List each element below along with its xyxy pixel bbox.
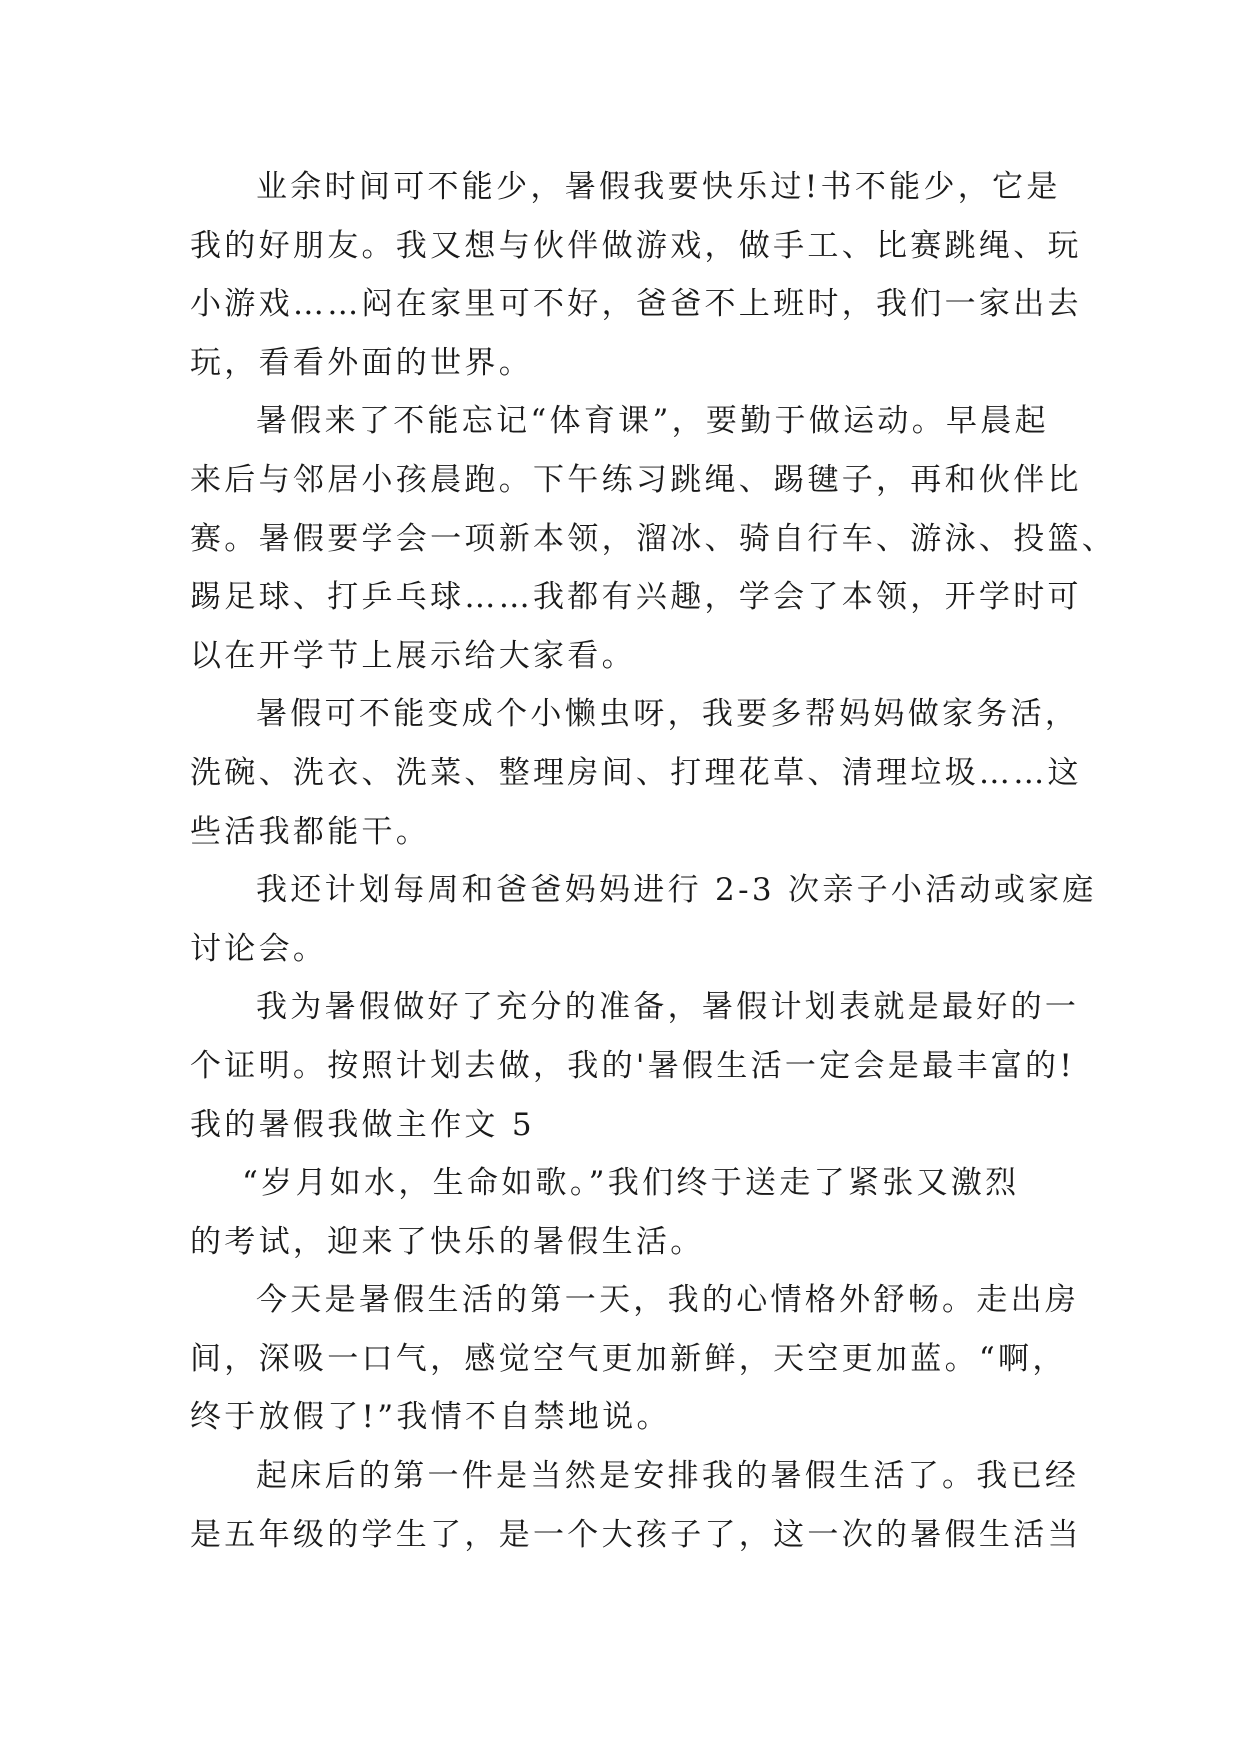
paragraph — [190, 1154, 1070, 1271]
text-line: 暑假可不能变成个小懒虫呀，我要多帮妈妈做家务活， — [256, 696, 1080, 733]
paragraph — [190, 978, 1080, 1095]
text-line: 今天是暑假生活的第一天，我的心情格外舒畅。走出房 — [256, 1282, 1080, 1319]
text-line: 踢足球、打乒乓球……我都有兴趣，学会了本领，开学时可 — [190, 579, 1082, 616]
essay-title-text: 我的暑假我做主作文 5 — [190, 1106, 535, 1143]
text-line: 些活我都能干。 — [190, 813, 431, 850]
text-line: 以在开学节上展示给大家看。 — [190, 637, 636, 674]
paragraph — [190, 685, 1082, 861]
text-line: 我为暑假做好了充分的准备，暑假计划表就是最好的一 — [256, 989, 1080, 1026]
text-line: 我的好朋友。我又想与伙伴做游戏，做手工、比赛跳绳、玩 — [190, 227, 1082, 264]
text-line: 起床后的第一件是当然是安排我的暑假生活了。我已经 — [256, 1458, 1080, 1495]
text-line: 业余时间可不能少，暑假我要快乐过!书不能少，它是 — [256, 169, 1061, 205]
text-line: 的考试，迎来了快乐的暑假生活。 — [190, 1223, 705, 1260]
text-line: 小游戏……闷在家里可不好，爸爸不上班时，我们一家出去 — [190, 286, 1082, 323]
paragraph — [190, 392, 1117, 685]
text-line: 洗碗、洗衣、洗菜、整理房间、打理花草、清理垃圾……这 — [190, 754, 1082, 791]
text-line: 是五年级的学生了，是一个大孩子了，这一次的暑假生活当 — [190, 1516, 1082, 1553]
text-line: 讨论会。 — [190, 930, 328, 967]
text-line: 间，深吸一口气，感觉空气更加新鲜，天空更加蓝。“啊， — [190, 1340, 1067, 1377]
paragraph — [190, 158, 1082, 392]
paragraph — [190, 1271, 1080, 1447]
text-line: 终于放假了!”我情不自禁地说。 — [190, 1399, 671, 1436]
text-line: 我还计划每周和爸爸妈妈进行 2-3 次亲子小活动或家庭 — [256, 872, 1097, 909]
text-line: 个证明。按照计划去做，我的'暑假生活一定会是最丰富的! — [190, 1047, 1076, 1084]
text-line: 玩，看看外面的世界。 — [190, 344, 533, 381]
text-line: 来后与邻居小孩晨跑。下午练习跳绳、踢毽子，再和伙伴比 — [190, 461, 1082, 498]
text-line: 暑假来了不能忘记“体育课”，要勤于做运动。早晨起 — [256, 403, 1049, 440]
paragraph — [190, 1447, 1082, 1564]
text-line: 赛。暑假要学会一项新本领，溜冰、骑自行车、游泳、投篮、 — [190, 520, 1117, 557]
essay-title — [190, 1096, 1070, 1155]
document-body — [190, 158, 1117, 1564]
paragraph — [190, 861, 1097, 978]
text-line: “岁月如水，生命如歌。”我们终于送走了紧张又激烈 — [242, 1165, 1020, 1202]
